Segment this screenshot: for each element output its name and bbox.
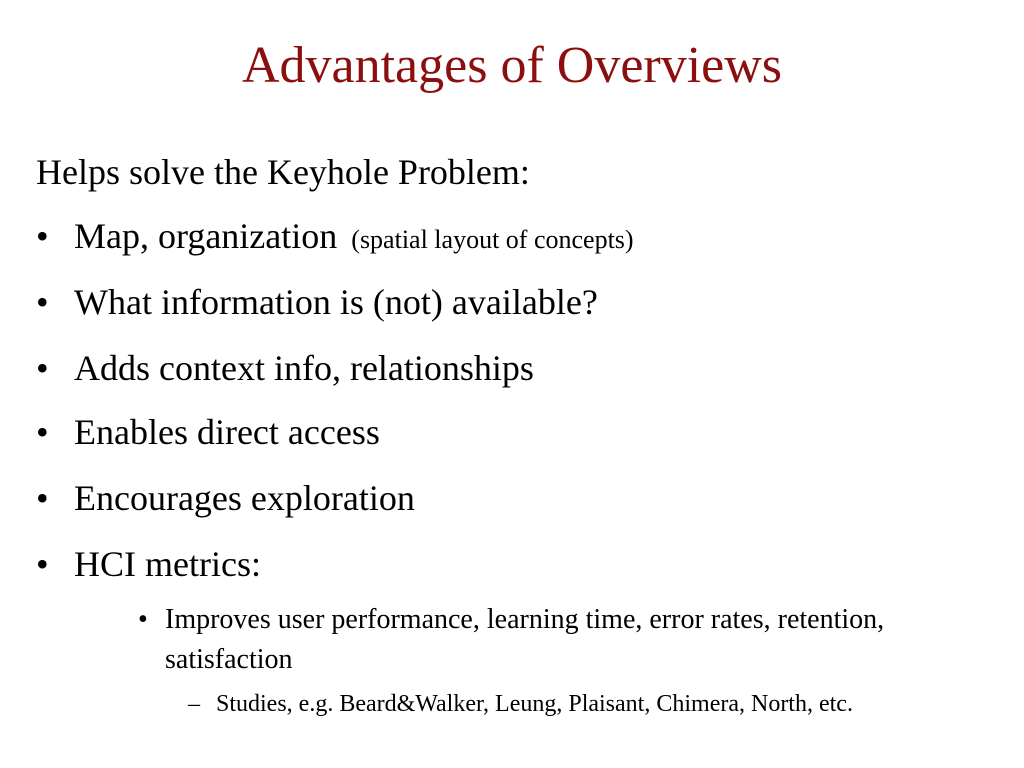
bullet-marker: •	[36, 216, 49, 256]
sub-bullet-marker: •	[138, 604, 148, 635]
sub-sub-bullet-item	[188, 686, 853, 722]
bullet-marker: •	[36, 412, 49, 452]
bullet-item-hci-metrics	[36, 540, 261, 588]
bullet-item-exploration	[36, 474, 415, 522]
bullet-marker: •	[36, 282, 49, 322]
bullet-text: Encourages exploration	[74, 478, 415, 518]
bullet-marker: •	[36, 544, 49, 584]
sub-bullet-item	[138, 600, 938, 680]
bullet-item-context	[36, 344, 534, 392]
bullet-text: What information is (not) available?	[74, 282, 598, 322]
bullet-item-map	[36, 212, 634, 264]
slide-title: Advantages of Overviews	[241, 37, 783, 94]
bullet-item-access	[36, 408, 380, 456]
intro-text: Helps solve the Keyhole Problem:	[36, 152, 530, 192]
bullet-text: Enables direct access	[74, 412, 380, 452]
bullet-note: (spatial layout of concepts)	[351, 225, 634, 254]
bullet-text: Adds context info, relationships	[74, 348, 534, 388]
bullet-item-availability	[36, 278, 598, 326]
sub-sub-bullet-marker: –	[188, 691, 200, 717]
bullet-text: Map, organization	[74, 216, 338, 256]
bullet-text: HCI metrics:	[74, 544, 261, 584]
sub-bullet-text: Improves user performance, learning time, error rates, retention, satisfaction	[165, 604, 885, 675]
bullet-marker: •	[36, 478, 49, 518]
sub-sub-bullet-text: Studies, e.g. Beard&Walker, Leung, Plaisant, Chimera, North, etc.	[216, 691, 853, 717]
bullet-marker: •	[36, 348, 49, 388]
